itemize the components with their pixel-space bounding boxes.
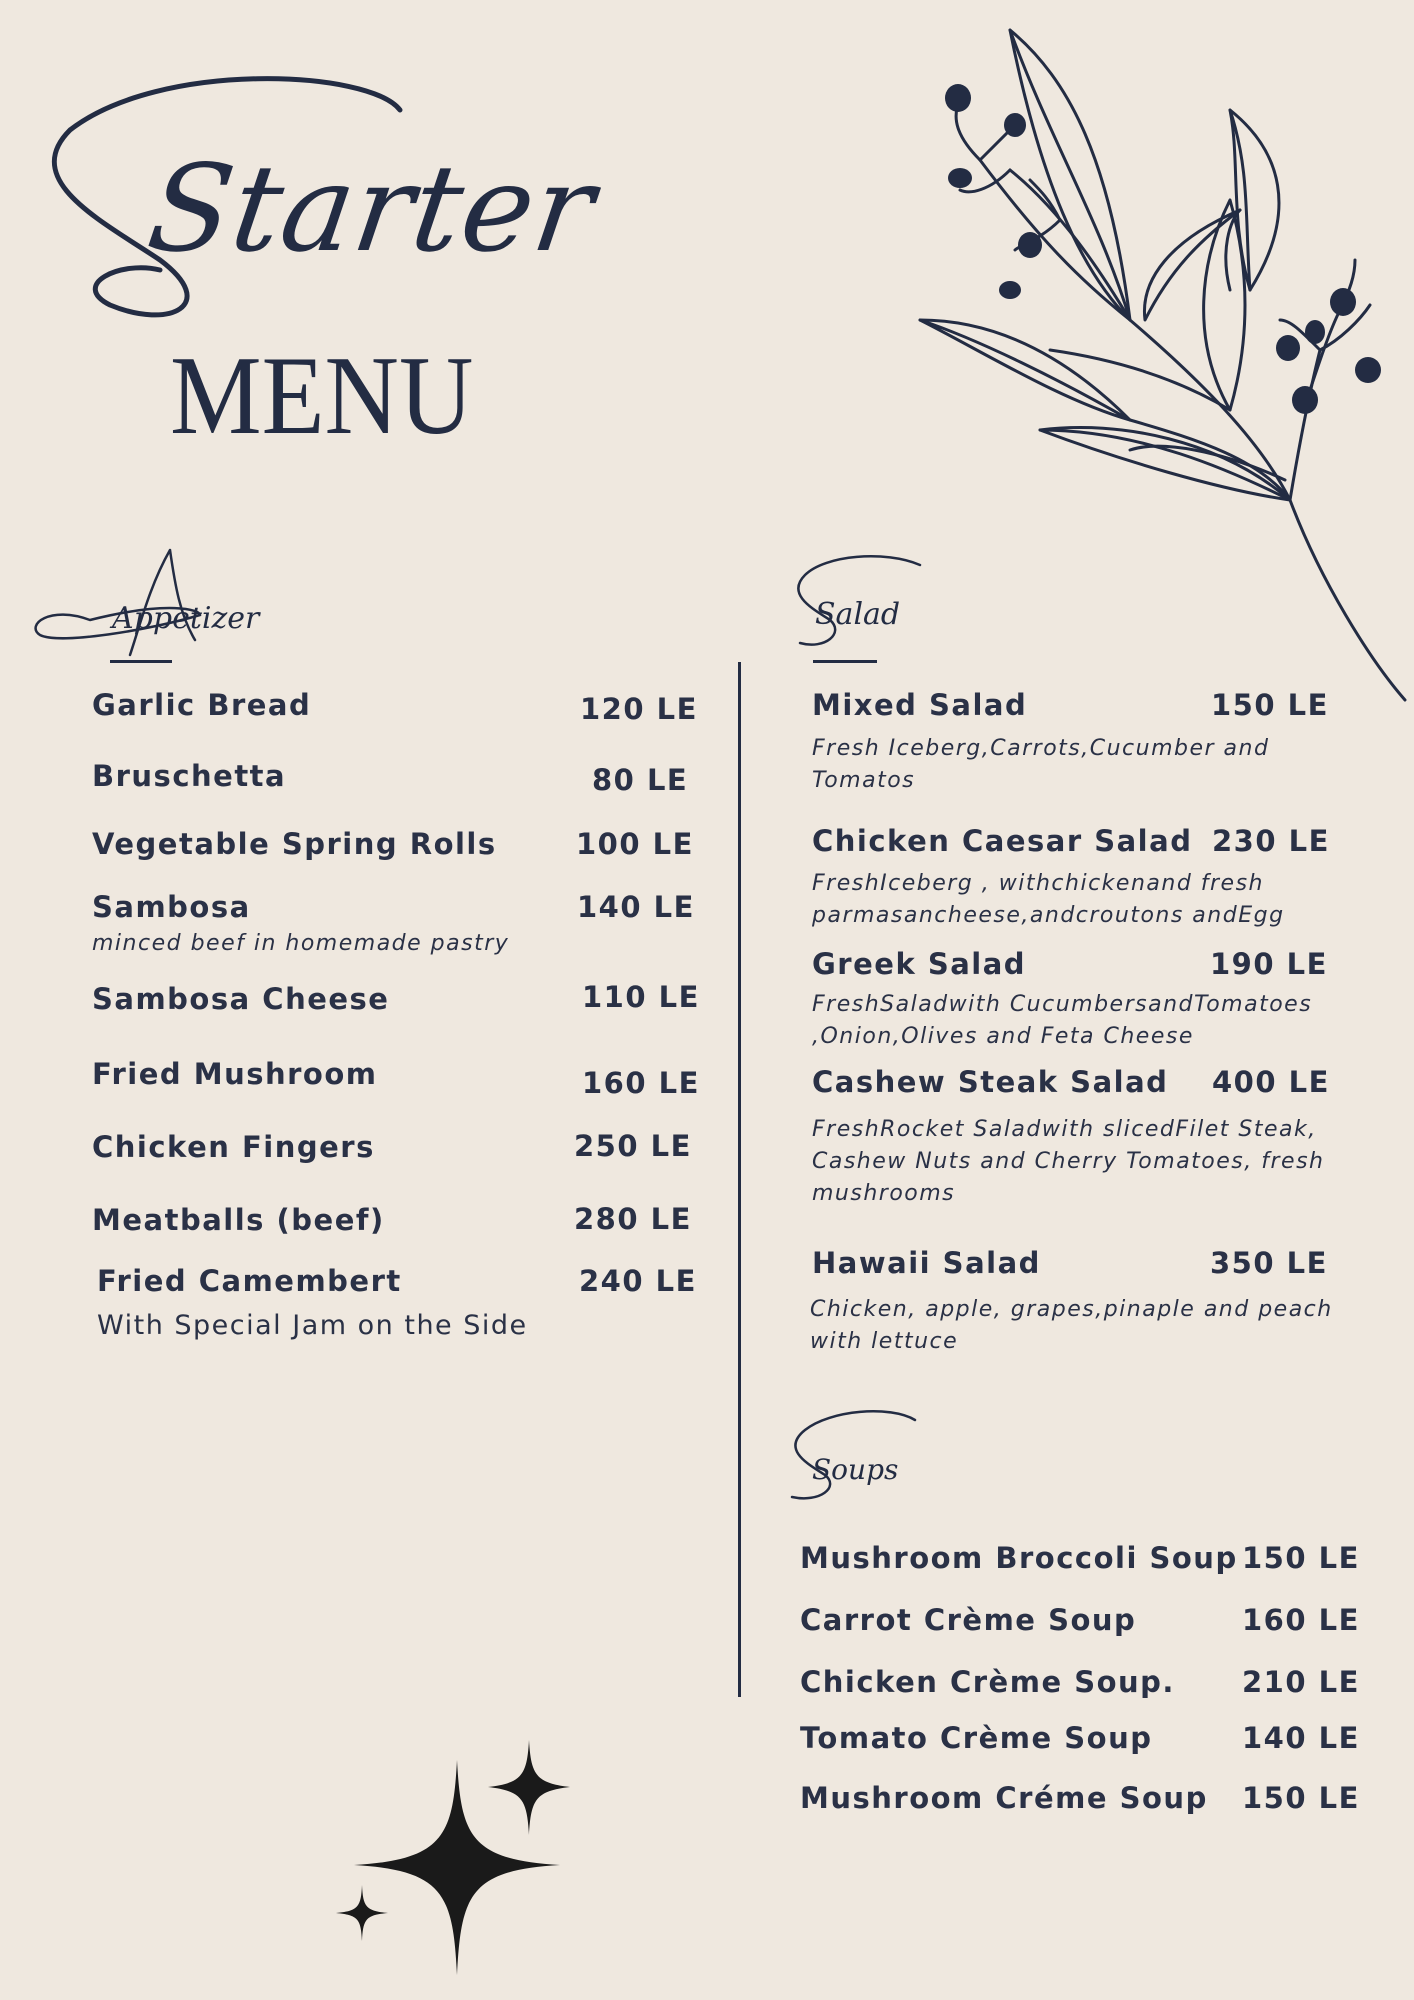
appetizer-item-name: Garlic Bread [92,688,312,722]
appetizer-item-price: 120 LE [580,692,698,726]
soups-item-price: 160 LE [1242,1603,1360,1637]
soups-item-name: Mushroom Broccoli Soup [800,1541,1238,1575]
soups-item-price: 140 LE [1242,1721,1360,1755]
appetizer-item-price: 240 LE [579,1264,697,1298]
appetizer-item-price: 250 LE [574,1129,692,1163]
appetizer-item-name: Bruschetta [92,759,287,793]
salad-item-desc-line: FreshIceberg , withchickenand fresh [812,871,1265,896]
salad-item-price: 350 LE [1210,1246,1328,1280]
salad-item-name: Cashew Steak Salad [812,1065,1169,1099]
salad-item-name: Hawaii Salad [812,1246,1041,1280]
appetizer-item-price: 80 LE [592,763,689,797]
salad-item-desc-line: mushrooms [812,1180,956,1206]
soups-item-name: Carrot Crème Soup [800,1603,1137,1637]
appetizer-item-price: 110 LE [582,980,700,1014]
appetizer-item-name: Sambosa Cheese [92,982,390,1016]
salad-item-price: 190 LE [1210,947,1328,981]
salad-item-desc [812,733,1269,797]
salad-item-desc [812,989,1312,1053]
salad-heading-underline [813,660,877,663]
soups-heading: Soups [812,1453,899,1486]
salad-item-desc-line: Tomatos [812,767,916,793]
appetizer-item-price: 280 LE [574,1202,692,1236]
appetizer-item-name: Fried Mushroom [92,1057,378,1091]
soups-item-name: Chicken Crème Soup. [800,1665,1175,1699]
salad-item-name: Mixed Salad [812,688,1028,722]
appetizer-item-price: 140 LE [577,890,695,924]
salad-item-desc-line: Fresh Iceberg,Carrots,Cucumber and [812,736,1270,761]
sparkle-stars-icon [330,1735,580,1975]
appetizer-item-name: Chicken Fingers [92,1130,375,1164]
column-divider [738,662,741,1697]
soups-item-name: Tomato Crème Soup [800,1721,1153,1755]
salad-item-desc [810,1294,1333,1358]
appetizer-item-note: With Special Jam on the Side [97,1310,528,1341]
title-main-word: MENU [170,334,474,458]
salad-item-desc [812,1114,1324,1210]
appetizer-item-name: Fried Camembert [97,1264,402,1298]
salad-item-desc-line: parmasancheese,andcroutons andEgg [812,902,1285,928]
appetizer-item-name: Sambosa [92,890,251,924]
appetizer-item-price: 160 LE [582,1066,700,1100]
soups-item-price: 150 LE [1242,1781,1360,1815]
salad-item-desc-line: Chicken, apple, grapes,pinaple and peach [810,1297,1333,1322]
salad-item-desc-line: ,Onion,Olives and Feta Cheese [812,1023,1194,1049]
appetizer-item-desc: minced beef in homemade pastry [92,931,510,956]
leafy-branch-illustration [900,20,1414,710]
salad-item-name: Chicken Caesar Salad [812,824,1193,858]
appetizer-heading-underline [110,660,172,663]
appetizer-item-price: 100 LE [576,827,694,861]
appetizer-item-name: Vegetable Spring Rolls [92,827,497,861]
salad-item-desc-line: with lettuce [810,1328,959,1354]
soups-item-name: Mushroom Créme Soup [800,1781,1208,1815]
salad-item-desc [812,868,1285,932]
soups-item-price: 210 LE [1242,1665,1360,1699]
salad-item-price: 400 LE [1212,1065,1330,1099]
salad-item-name: Greek Salad [812,947,1027,981]
appetizer-heading: Appetizer [112,601,260,636]
salad-item-price: 230 LE [1212,824,1330,858]
salad-item-desc-line: FreshRocket Saladwith slicedFilet Steak, [812,1117,1317,1142]
salad-heading: Salad [815,597,901,632]
soups-item-price: 150 LE [1242,1541,1360,1575]
salad-item-price: 150 LE [1211,688,1329,722]
appetizer-item-name: Meatballs (beef) [92,1203,385,1237]
salad-item-desc-line: FreshSaladwith CucumbersandTomatoes [812,992,1313,1017]
salad-item-desc-line: Cashew Nuts and Cherry Tomatoes, fresh [812,1148,1325,1174]
title-script-word: Starter [140,140,603,279]
